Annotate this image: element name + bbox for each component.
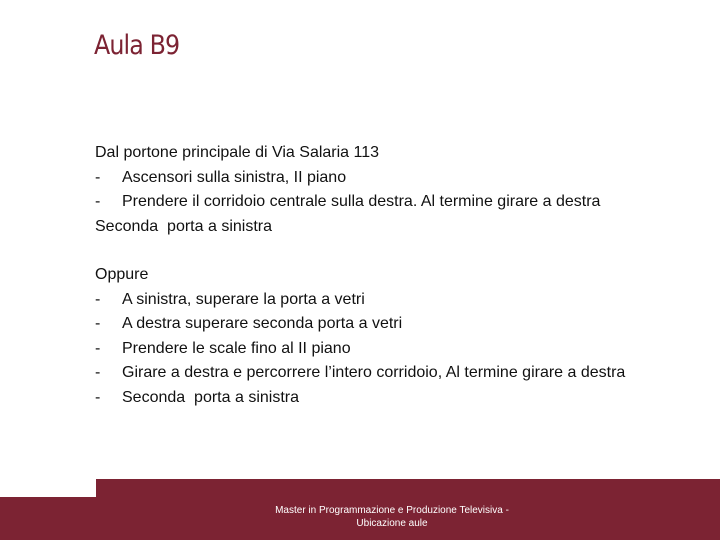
bullet-marker: - bbox=[95, 315, 101, 332]
list-item bbox=[95, 361, 685, 386]
list-item bbox=[95, 312, 685, 337]
footer-caption bbox=[240, 504, 544, 530]
alternative-intro: Oppure bbox=[95, 266, 149, 283]
list-item-text: Ascensori sulla sinistra, II piano bbox=[122, 168, 347, 186]
bullet-marker: - bbox=[95, 388, 101, 406]
slide-title: Aula B9 bbox=[94, 30, 180, 61]
footer-notch bbox=[0, 479, 96, 497]
directions-intro: Dal portone principale di Via Salaria 113 bbox=[95, 144, 380, 161]
list-item bbox=[95, 386, 685, 411]
bullet-marker: - bbox=[95, 193, 101, 210]
bullet-marker: - bbox=[95, 339, 101, 357]
bullet-marker: - bbox=[95, 168, 101, 186]
list-item bbox=[95, 288, 685, 313]
list-item bbox=[95, 190, 685, 215]
list-item-text: A destra superare seconda porta a vetri bbox=[122, 315, 403, 332]
bullet-marker: - bbox=[95, 364, 101, 381]
list-item bbox=[95, 166, 685, 191]
list-item-text: A sinistra, superare la porta a vetri bbox=[122, 290, 365, 308]
list-item-text: Seconda porta a sinistra bbox=[122, 388, 299, 406]
slide-content bbox=[95, 141, 685, 410]
bullet-marker: - bbox=[95, 290, 101, 308]
section-spacer bbox=[95, 239, 685, 263]
list-item-text: Prendere il corridoio centrale sulla destra. Al termine girare a destra bbox=[122, 193, 601, 210]
list-item-text: Girare a destra e percorrere l’intero corridoio, Al termine girare a destra bbox=[122, 364, 626, 381]
footer-line-2: Ubicazione aule bbox=[356, 518, 428, 529]
list-item-text: Prendere le scale fino al II piano bbox=[122, 339, 351, 357]
directions-closing: Seconda porta a sinistra bbox=[95, 217, 272, 235]
footer-line-1: Master in Programmazione e Produzione Televisiva - bbox=[275, 505, 509, 516]
list-item bbox=[95, 337, 685, 362]
